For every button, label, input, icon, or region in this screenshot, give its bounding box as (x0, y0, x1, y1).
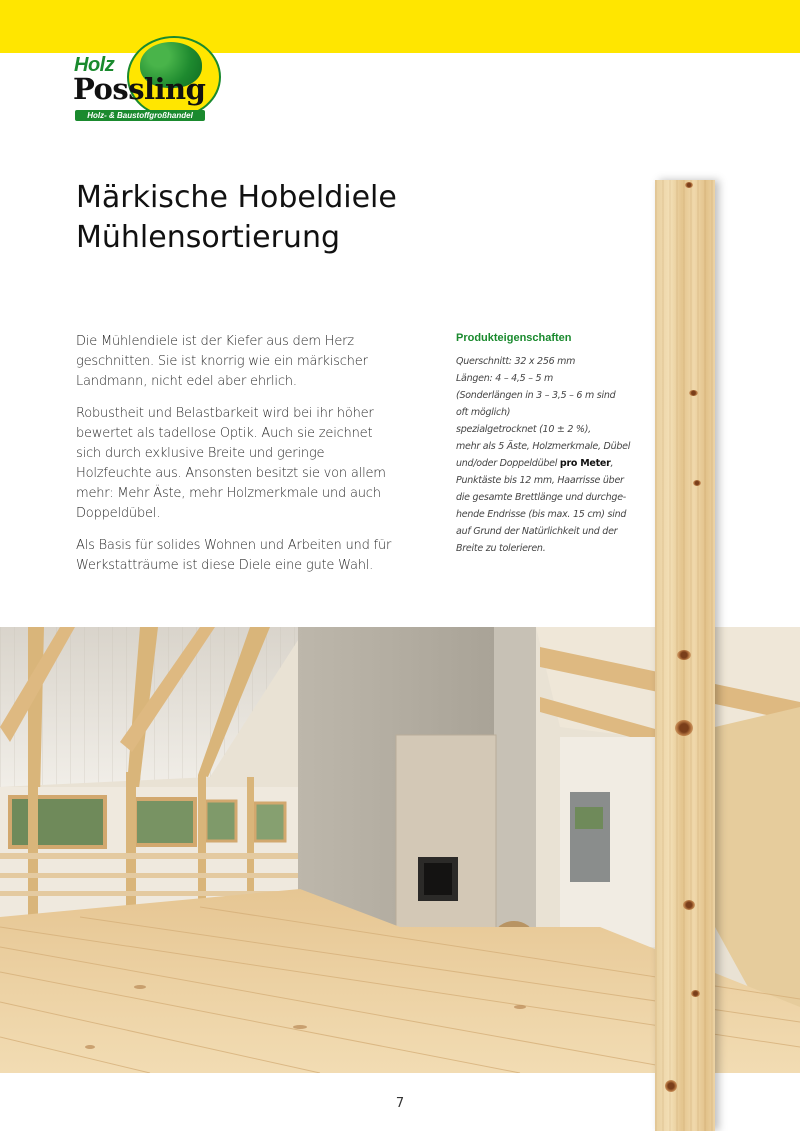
property-line: oft möglich) (456, 407, 511, 418)
wood-plank (655, 180, 715, 1131)
product-properties (456, 332, 646, 557)
page-title (76, 178, 397, 258)
knot (665, 1080, 677, 1092)
property-line: spezialgetrocknet (10 ± 2 %), (456, 424, 591, 435)
property-line: Punktäste bis 12 mm, Haarrisse über (456, 475, 624, 486)
property-line: Längen: 4 – 4,5 – 5 m (456, 373, 554, 384)
logo-tagline: Holz- & Baustoffgroßhandel (75, 110, 205, 121)
property-line (456, 455, 646, 472)
property-line: Breite zu tolerieren. (456, 543, 546, 554)
page-title-line-1: Märkische Hobeldiele (76, 180, 397, 215)
page-title-line-2: Mühlensortierung (76, 220, 340, 255)
property-text: und/oder Doppeldübel (456, 458, 558, 469)
property-line: die gesamte Brettlänge und durchge- (456, 492, 626, 503)
knot (685, 182, 693, 188)
logo-brand-top: Holz (74, 54, 115, 76)
description-paragraph: Als Basis für solides Wohnen und Arbeiten und für Werkstatträume ist diese Diele eine gute Wahl. (76, 538, 392, 573)
property-emphasis: pro Meter (559, 458, 611, 469)
knot (683, 900, 695, 910)
knot (675, 720, 693, 736)
property-line: Querschnitt: 32 x 256 mm (456, 356, 576, 367)
property-line: (Sonderlängen in 3 – 3,5 – 6 m sind (456, 390, 616, 401)
page-number: 7 (395, 1096, 405, 1111)
property-emphasis-suffix: , (610, 458, 614, 469)
property-line: auf Grund der Natürlichkeit und der (456, 526, 618, 537)
description-text (76, 332, 396, 588)
property-line: hende Endrisse (bis max. 15 cm) sind (456, 509, 627, 520)
description-paragraph: Die Mühlendiele ist der Kiefer aus dem Herz geschnitten. Sie ist knorrig wie ein märkischer Landmann, nicht edel aber ehrlich. (76, 334, 368, 389)
knot (677, 650, 691, 660)
property-line: mehr als 5 Äste, Holzmerkmale, Dübel (456, 441, 631, 452)
knot (689, 390, 698, 396)
logo-brand-name: Possling (73, 72, 206, 106)
knot (693, 480, 701, 486)
company-logo (70, 34, 220, 124)
knot (691, 990, 700, 997)
description-paragraph: Robustheit und Belastbarkeit wird bei ihr höher bewertet als tadellose Optik. Auch sie zeichnet sich durch exklusive Breite und geringe Holzfeuchte aus. Ansonsten besitzt sie von allem mehr: Mehr Äste, mehr Holzmerkmale und auch Doppeldübel. (76, 406, 386, 521)
properties-heading: Produkteigenschaften (456, 332, 572, 344)
